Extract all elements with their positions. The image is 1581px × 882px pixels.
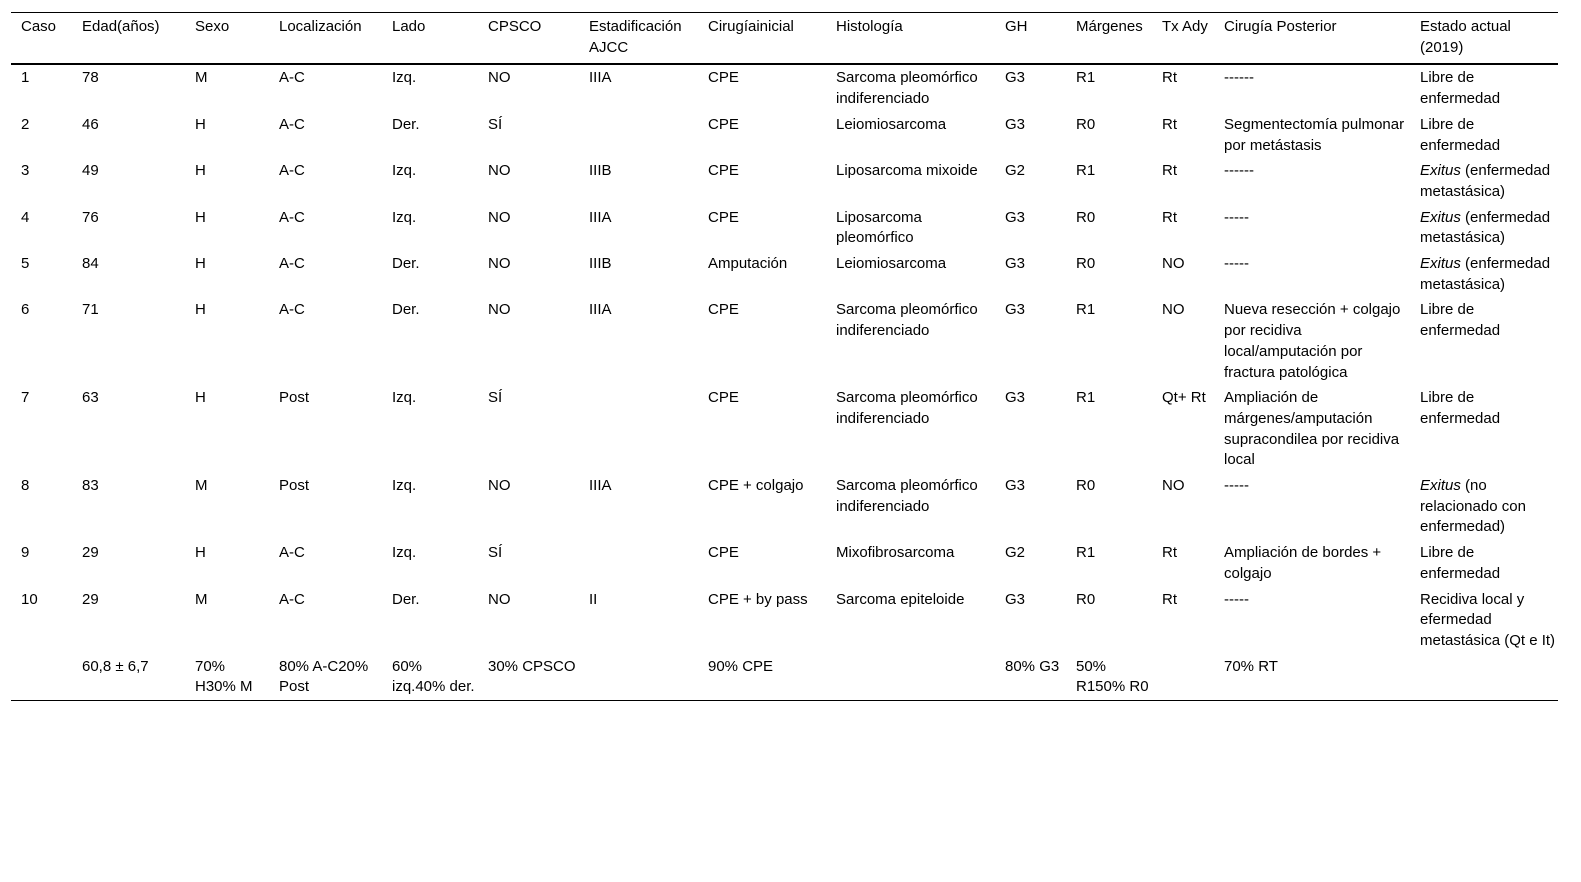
cell-gh: G2 bbox=[1005, 162, 1026, 180]
cell-posterior: Ampliación de bordes + colgajo bbox=[1224, 544, 1382, 582]
cell-gh: G3 bbox=[1005, 208, 1026, 226]
cell-gh: G3 bbox=[1005, 477, 1026, 495]
cell-tx bbox=[1152, 654, 1214, 701]
cell-ajcc bbox=[579, 540, 698, 586]
cell-ajcc bbox=[579, 654, 698, 701]
cell-sexo: H bbox=[195, 162, 206, 180]
cell-histologia: Leiomiosarcoma bbox=[836, 255, 947, 273]
cell-margenes: R0 bbox=[1076, 477, 1096, 495]
cell-lado: Izq. bbox=[392, 162, 417, 180]
cell-edad: 29 bbox=[82, 590, 99, 608]
table-row bbox=[11, 297, 1558, 385]
cell-cpsco: NO bbox=[488, 255, 511, 273]
cell-posterior: ----- bbox=[1224, 255, 1249, 273]
cell-estado-text: Libre de enfermedad bbox=[1420, 389, 1501, 427]
cell-lado: Der. bbox=[392, 255, 420, 273]
column-header: Estadificación AJCC bbox=[579, 13, 698, 65]
table-row bbox=[11, 158, 1558, 204]
cell-histologia: Mixofibrosarcoma bbox=[836, 544, 955, 562]
cell-ajcc: II bbox=[589, 590, 598, 608]
cell-loc: A-C bbox=[279, 255, 305, 273]
cell-ajcc: IIIA bbox=[589, 301, 612, 319]
cell-caso: 1 bbox=[21, 69, 30, 87]
cell-sexo: H bbox=[195, 208, 206, 226]
cell-loc: A-C bbox=[279, 590, 305, 608]
cell-caso: 6 bbox=[21, 301, 30, 319]
cell-loc: Post bbox=[279, 389, 310, 407]
cell-gh: G3 bbox=[1005, 301, 1026, 319]
column-header: Localización bbox=[269, 13, 382, 65]
summary-row bbox=[11, 654, 1558, 701]
column-header: Edad(años) bbox=[72, 13, 185, 65]
cell-margenes: 50% R150% R0 bbox=[1066, 654, 1152, 701]
cell-cirugia: CPE bbox=[708, 301, 739, 319]
cell-cirugia: CPE bbox=[708, 389, 739, 407]
cell-lado: Izq. bbox=[392, 69, 417, 87]
cell-ajcc: IIIA bbox=[589, 477, 612, 495]
cell-ajcc: IIIB bbox=[589, 255, 612, 273]
column-header: Cirugíainicial bbox=[698, 13, 826, 65]
cell-estado bbox=[1410, 473, 1558, 540]
table-row bbox=[11, 112, 1558, 158]
cell-tx: NO bbox=[1162, 255, 1185, 273]
results-table-container bbox=[11, 12, 1558, 701]
table-row bbox=[11, 251, 1558, 297]
cell-caso: 7 bbox=[21, 389, 30, 407]
cell-posterior: 70% RT bbox=[1214, 654, 1410, 701]
cell-gh: G3 bbox=[1005, 69, 1026, 87]
cell-loc: A-C bbox=[279, 69, 305, 87]
cell-edad: 71 bbox=[82, 301, 99, 319]
cell-estado-text: Libre de enfermedad bbox=[1420, 115, 1501, 154]
header-row bbox=[11, 13, 1558, 65]
cell-caso: 9 bbox=[21, 544, 30, 562]
cell-cirugia: CPE + by pass bbox=[708, 590, 808, 608]
cell-tx: Rt bbox=[1162, 69, 1177, 87]
cell-gh: G3 bbox=[1005, 255, 1026, 273]
cell-estado-italic: Exitus bbox=[1420, 162, 1461, 180]
cell-loc: 80% A-C20% Post bbox=[269, 654, 382, 701]
cell-sexo: 70% H30% M bbox=[185, 654, 269, 701]
cell-cpsco: SÍ bbox=[488, 115, 503, 133]
cell-estado bbox=[1410, 158, 1558, 204]
cell-caso: 3 bbox=[21, 162, 30, 180]
cell-margenes: R0 bbox=[1076, 590, 1096, 608]
table-row bbox=[11, 205, 1558, 251]
cell-edad: 76 bbox=[82, 208, 99, 226]
cell-posterior: ----- bbox=[1224, 208, 1249, 226]
column-header: Sexo bbox=[185, 13, 269, 65]
cell-cirugia: CPE bbox=[708, 69, 739, 87]
cell-lado: Der. bbox=[392, 590, 420, 608]
cell-estado bbox=[1410, 64, 1558, 111]
column-header: Tx Ady bbox=[1152, 13, 1214, 65]
cell-estado bbox=[1410, 540, 1558, 586]
cell-histologia: Leiomiosarcoma bbox=[836, 115, 947, 133]
cell-gh: G3 bbox=[1005, 115, 1026, 133]
cell-gh: 80% G3 bbox=[995, 654, 1066, 701]
cell-tx: Qt+ Rt bbox=[1162, 389, 1206, 407]
cell-histologia: Sarcoma pleomórfico indiferenciado bbox=[836, 389, 978, 427]
cell-estado-text: (enfermedad metastásica) bbox=[1420, 255, 1551, 293]
column-header: CPSCO bbox=[478, 13, 579, 65]
cell-histologia: Sarcoma epiteloide bbox=[836, 590, 965, 608]
cell-lado: Izq. bbox=[392, 477, 417, 495]
cell-tx: Rt bbox=[1162, 544, 1177, 562]
column-header: GH bbox=[995, 13, 1066, 65]
cell-caso bbox=[11, 654, 72, 701]
column-header: Lado bbox=[382, 13, 478, 65]
cell-loc: A-C bbox=[279, 301, 305, 319]
cell-edad: 63 bbox=[82, 389, 99, 407]
cell-estado-italic: Exitus bbox=[1420, 477, 1461, 495]
column-header: Cirugía Posterior bbox=[1214, 13, 1410, 65]
cell-posterior: ----- bbox=[1224, 590, 1249, 608]
cell-sexo: M bbox=[195, 69, 208, 87]
cell-lado: Izq. bbox=[392, 389, 417, 407]
cell-loc: A-C bbox=[279, 115, 305, 133]
column-header: Caso bbox=[11, 13, 72, 65]
cell-cpsco: 30% CPSCO bbox=[478, 654, 579, 701]
column-header: Márgenes bbox=[1066, 13, 1152, 65]
cell-lado: Izq. bbox=[392, 208, 417, 226]
cell-estado-italic: Exitus bbox=[1420, 208, 1461, 226]
cell-tx: Rt bbox=[1162, 115, 1177, 133]
cell-sexo: H bbox=[195, 255, 206, 273]
cell-sexo: H bbox=[195, 115, 206, 133]
cell-estado bbox=[1410, 205, 1558, 251]
cell-margenes: R1 bbox=[1076, 162, 1096, 180]
cell-estado bbox=[1410, 587, 1558, 654]
cell-margenes: R1 bbox=[1076, 301, 1096, 319]
cell-estado-text: (no relacionado con enfermedad) bbox=[1420, 477, 1526, 536]
cell-posterior: ------ bbox=[1224, 162, 1254, 180]
cell-cpsco: NO bbox=[488, 477, 511, 495]
cell-estado bbox=[1410, 112, 1558, 158]
cell-sexo: M bbox=[195, 590, 208, 608]
cell-estado-text: Libre de enfermedad bbox=[1420, 301, 1501, 340]
cell-caso: 10 bbox=[21, 590, 38, 608]
cell-cirugia: CPE bbox=[708, 544, 739, 562]
cell-cpsco: NO bbox=[488, 590, 511, 608]
cell-margenes: R1 bbox=[1076, 544, 1096, 562]
cell-margenes: R0 bbox=[1076, 208, 1096, 226]
cell-cirugia: CPE bbox=[708, 208, 739, 226]
cell-histologia bbox=[826, 654, 995, 701]
cell-estado bbox=[1410, 385, 1558, 473]
cell-estado-text: (enfermedad metastásica) bbox=[1420, 208, 1551, 247]
cell-cpsco: NO bbox=[488, 301, 511, 319]
table-row bbox=[11, 587, 1558, 654]
table-row bbox=[11, 540, 1558, 586]
cell-sexo: H bbox=[195, 301, 206, 319]
cell-cirugia: Amputación bbox=[708, 255, 788, 273]
cell-tx: Rt bbox=[1162, 162, 1177, 180]
cell-estado bbox=[1410, 251, 1558, 297]
table-row bbox=[11, 385, 1558, 473]
cell-cpsco: NO bbox=[488, 69, 511, 87]
cell-histologia: Liposarcoma pleomórfico bbox=[836, 208, 922, 247]
cell-margenes: R1 bbox=[1076, 389, 1096, 407]
cell-lado: Izq. bbox=[392, 544, 417, 562]
table-row bbox=[11, 473, 1558, 540]
cell-estado-text: Recidiva local y efermedad metastásica (Qt e It) bbox=[1420, 590, 1556, 649]
cell-histologia: Liposarcoma mixoide bbox=[836, 162, 978, 180]
table-row bbox=[11, 64, 1558, 111]
cell-edad: 60,8 ± 6,7 bbox=[72, 654, 185, 701]
cell-loc: Post bbox=[279, 477, 310, 495]
cell-sexo: H bbox=[195, 544, 206, 562]
cell-caso: 5 bbox=[21, 255, 30, 273]
cell-lado: 60% izq.40% der. bbox=[382, 654, 478, 701]
cell-cpsco: SÍ bbox=[488, 389, 503, 407]
cell-histologia: Sarcoma pleomórfico indiferenciado bbox=[836, 477, 978, 515]
cell-cpsco: SÍ bbox=[488, 544, 503, 562]
cell-posterior: Segmentectomía pulmonar por metástasis bbox=[1224, 115, 1405, 154]
cell-caso: 2 bbox=[21, 115, 30, 133]
cell-posterior: ------ bbox=[1224, 69, 1254, 87]
cell-caso: 4 bbox=[21, 208, 30, 226]
cell-caso: 8 bbox=[21, 477, 30, 495]
cell-margenes: R0 bbox=[1076, 115, 1096, 133]
cell-ajcc: IIIA bbox=[589, 69, 612, 87]
column-header: Estado actual (2019) bbox=[1410, 13, 1558, 65]
cell-edad: 84 bbox=[82, 255, 99, 273]
cell-tx: Rt bbox=[1162, 208, 1177, 226]
cell-estado-text: (enfermedad metastásica) bbox=[1420, 162, 1551, 200]
results-table bbox=[11, 12, 1558, 701]
cell-margenes: R1 bbox=[1076, 69, 1096, 87]
cell-histologia: Sarcoma pleomórfico indiferenciado bbox=[836, 69, 978, 108]
cell-estado-text: Libre de enfermedad bbox=[1420, 544, 1501, 582]
cell-posterior: ----- bbox=[1224, 477, 1249, 495]
cell-cirugia: CPE bbox=[708, 115, 739, 133]
cell-posterior: Nueva resección + colgajo por recidiva local/amputación por fractura patológica bbox=[1224, 301, 1401, 381]
cell-loc: A-C bbox=[279, 162, 305, 180]
cell-lado: Der. bbox=[392, 115, 420, 133]
cell-estado bbox=[1410, 297, 1558, 385]
cell-estado bbox=[1410, 654, 1558, 701]
cell-estado-text: Libre de enfermedad bbox=[1420, 69, 1501, 108]
cell-cirugia: 90% CPE bbox=[698, 654, 826, 701]
cell-ajcc bbox=[579, 112, 698, 158]
cell-tx: NO bbox=[1162, 477, 1185, 495]
cell-ajcc: IIIA bbox=[589, 208, 612, 226]
cell-edad: 29 bbox=[82, 544, 99, 562]
cell-edad: 46 bbox=[82, 115, 99, 133]
cell-loc: A-C bbox=[279, 544, 305, 562]
cell-gh: G3 bbox=[1005, 389, 1026, 407]
cell-loc: A-C bbox=[279, 208, 305, 226]
cell-posterior: Ampliación de márgenes/amputación supracondilea por recidiva local bbox=[1224, 389, 1400, 469]
cell-tx: NO bbox=[1162, 301, 1185, 319]
cell-lado: Der. bbox=[392, 301, 420, 319]
column-header: Histología bbox=[826, 13, 995, 65]
cell-cirugia: CPE + colgajo bbox=[708, 477, 804, 495]
cell-tx: Rt bbox=[1162, 590, 1177, 608]
cell-edad: 78 bbox=[82, 69, 99, 87]
cell-cirugia: CPE bbox=[708, 162, 739, 180]
cell-ajcc bbox=[579, 385, 698, 473]
cell-cpsco: NO bbox=[488, 162, 511, 180]
cell-histologia: Sarcoma pleomórfico indiferenciado bbox=[836, 301, 978, 340]
cell-cpsco: NO bbox=[488, 208, 511, 226]
cell-sexo: H bbox=[195, 389, 206, 407]
cell-estado-italic: Exitus bbox=[1420, 255, 1461, 273]
cell-margenes: R0 bbox=[1076, 255, 1096, 273]
cell-gh: G3 bbox=[1005, 590, 1026, 608]
cell-ajcc: IIIB bbox=[589, 162, 612, 180]
cell-gh: G2 bbox=[1005, 544, 1026, 562]
cell-sexo: M bbox=[195, 477, 208, 495]
cell-edad: 49 bbox=[82, 162, 99, 180]
cell-edad: 83 bbox=[82, 477, 99, 495]
